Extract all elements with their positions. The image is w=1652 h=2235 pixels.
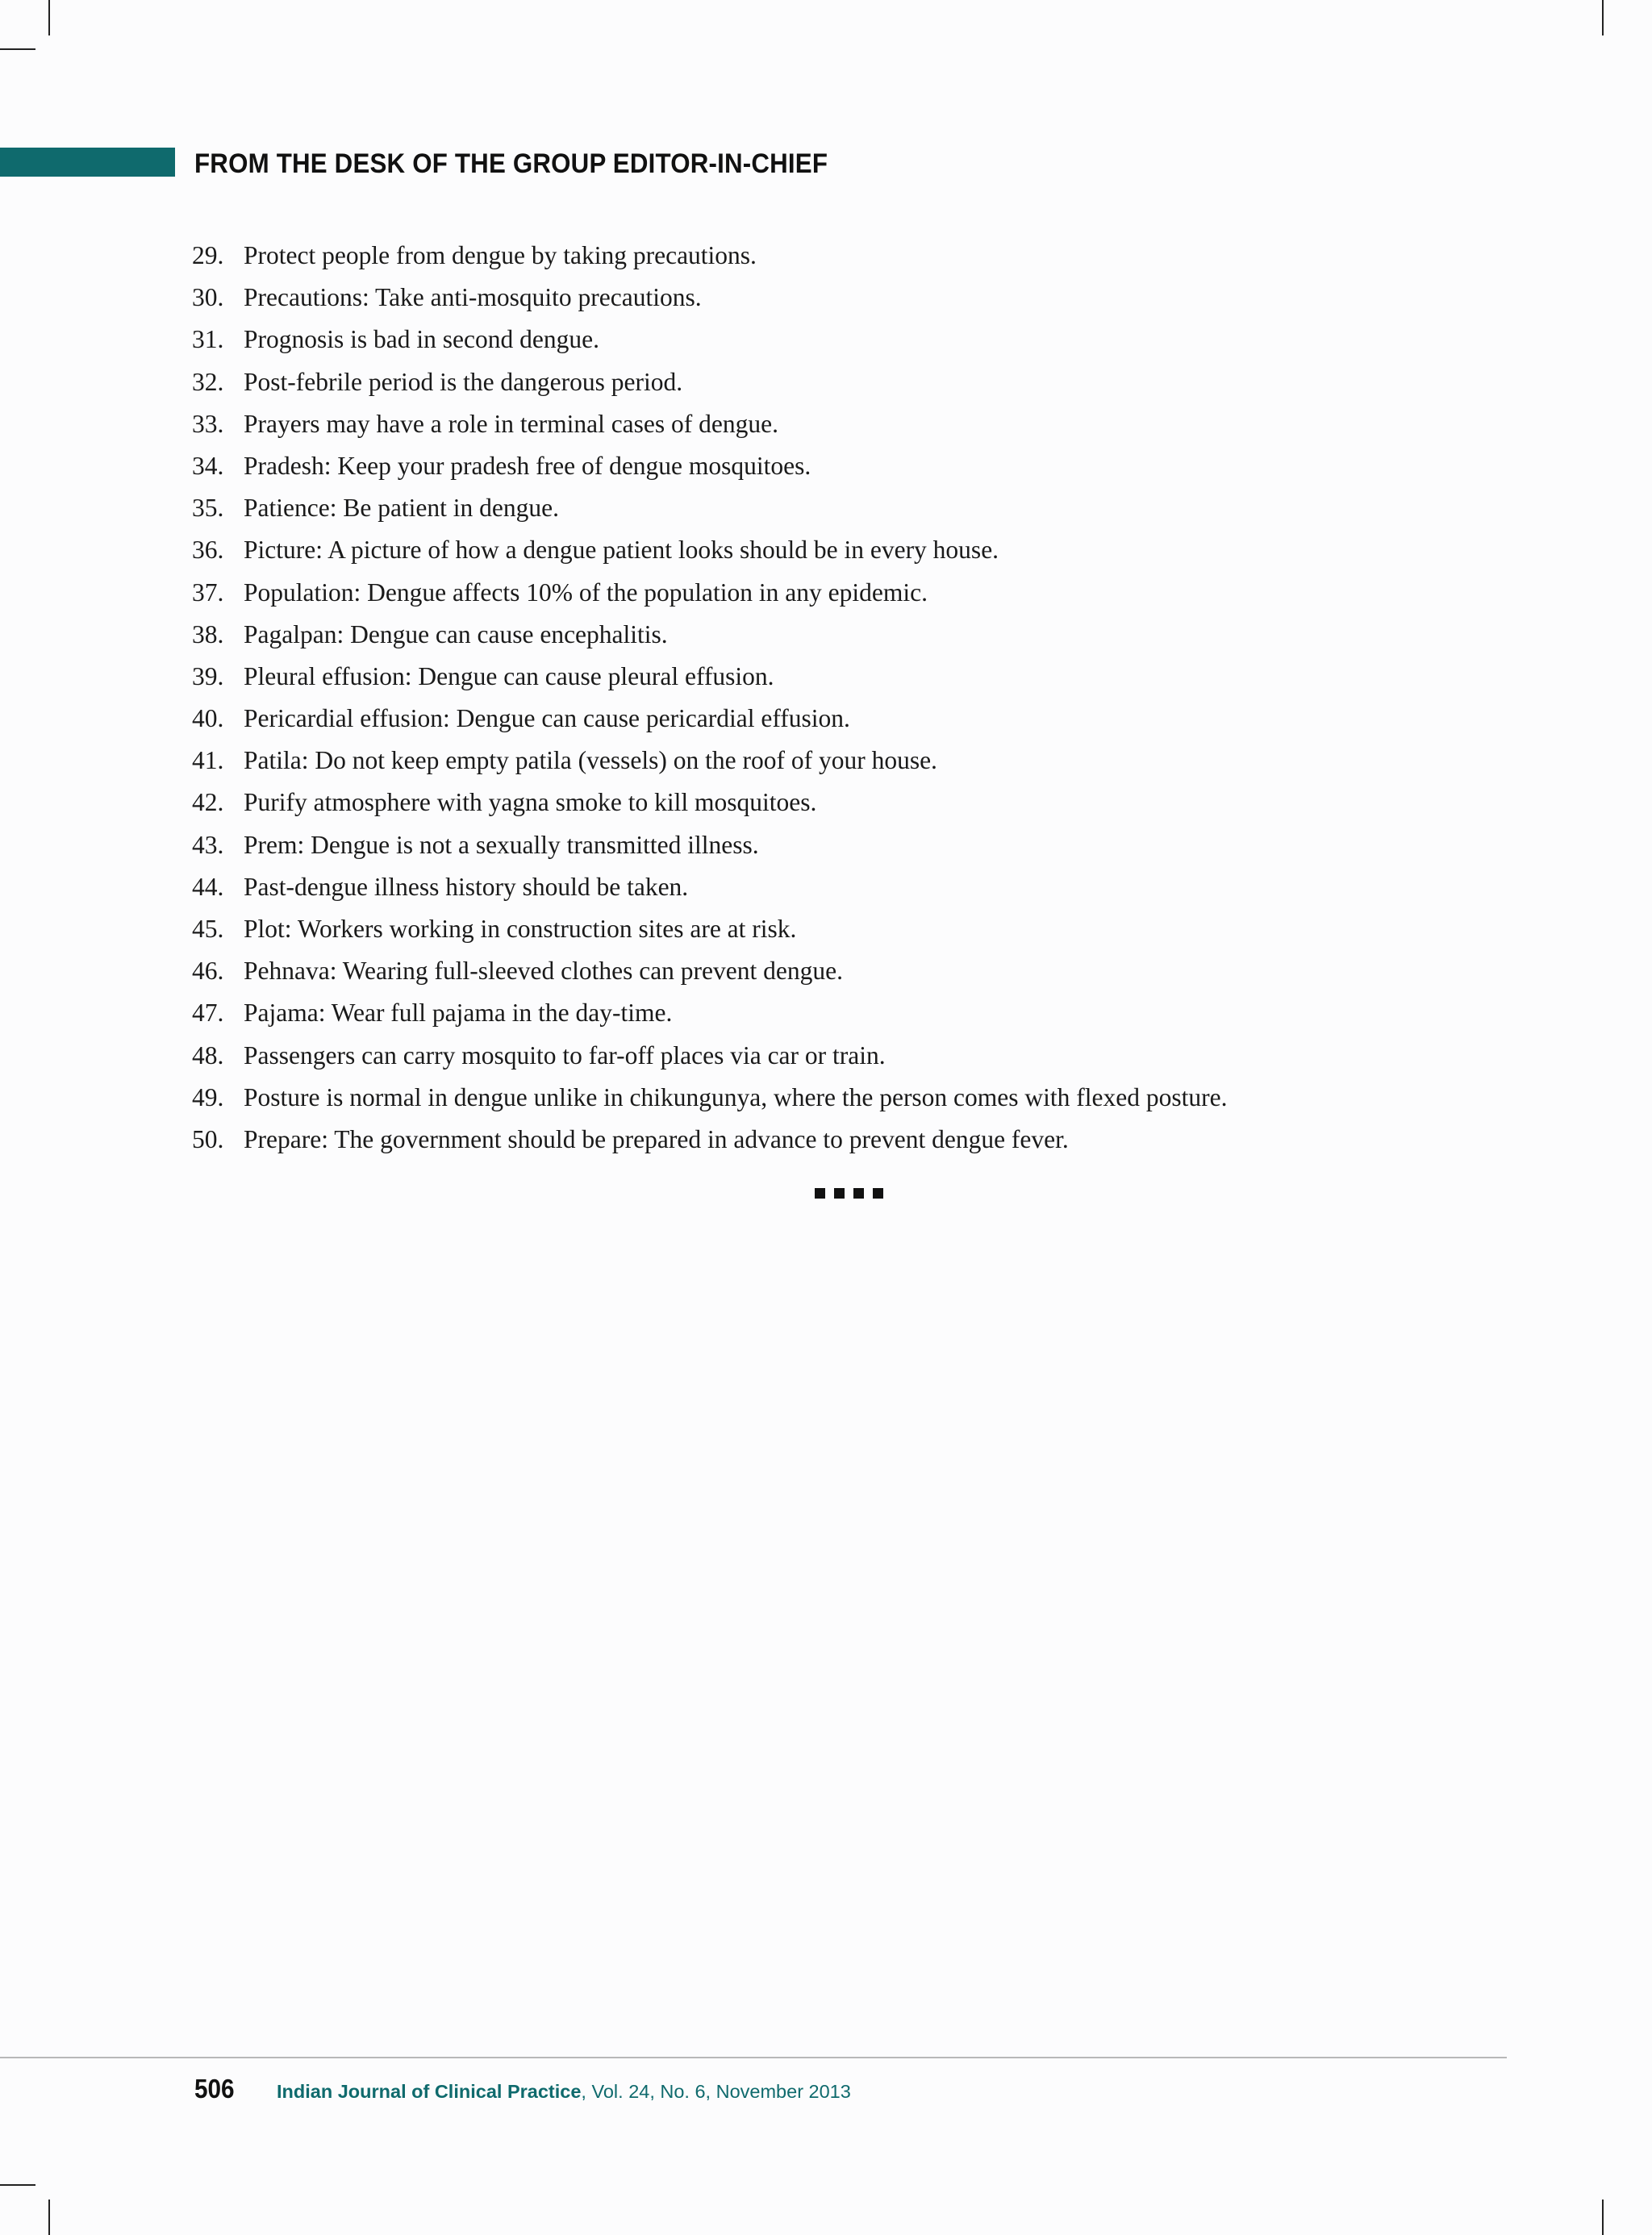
- list-item: [192, 866, 1227, 908]
- list-item-text: Prepare: The government should be prepared in advance to prevent dengue fever.: [244, 1124, 1069, 1153]
- list-item: [192, 487, 1227, 529]
- numbered-list: [192, 235, 1227, 1161]
- list-item-number: 45.: [192, 915, 224, 943]
- end-mark-square: [834, 1188, 845, 1199]
- crop-mark: [48, 2200, 50, 2235]
- list-item-number: 36.: [192, 536, 224, 565]
- list-item-text: Prayers may have a role in terminal cases of dengue.: [244, 409, 778, 438]
- list-item-number: 29.: [192, 241, 224, 269]
- page-footer: [194, 2073, 851, 2105]
- end-mark-square: [853, 1188, 864, 1199]
- list-item-number: 38.: [192, 619, 224, 648]
- list-item-text: Patience: Be patient in dengue.: [244, 494, 559, 523]
- list-item-number: 49.: [192, 1082, 224, 1111]
- list-item-text: Pleural effusion: Dengue can cause pleural effusion.: [244, 661, 774, 690]
- issue-info: , Vol. 24, No. 6, November 2013: [581, 2081, 851, 2102]
- list-item: [192, 614, 1227, 656]
- list-item-number: 46.: [192, 957, 224, 986]
- list-item-text: Prognosis is bad in second dengue.: [244, 325, 599, 354]
- list-item-number: 33.: [192, 409, 224, 438]
- crop-mark: [0, 48, 35, 50]
- list-item-text: Pagalpan: Dengue can cause encephalitis.: [244, 619, 668, 648]
- list-item-number: 35.: [192, 494, 224, 523]
- list-item-number: 34.: [192, 451, 224, 480]
- list-item: [192, 782, 1227, 824]
- list-item: [192, 950, 1227, 992]
- end-mark-square: [873, 1188, 883, 1199]
- crop-mark: [1602, 0, 1604, 35]
- page-number: 506: [194, 2074, 235, 2104]
- crop-mark: [0, 2184, 35, 2186]
- list-item-text: Picture: A picture of how a dengue patient looks should be in every house.: [244, 536, 999, 565]
- list-item: [192, 277, 1227, 319]
- list-item-text: Protect people from dengue by taking precautions.: [244, 241, 757, 269]
- list-item-text: Plot: Workers working in construction sites are at risk.: [244, 915, 797, 943]
- list-item: [192, 1035, 1227, 1077]
- list-item-number: 32.: [192, 367, 224, 396]
- list-item-number: 42.: [192, 788, 224, 817]
- list-item: [192, 529, 1227, 571]
- list-item-number: 44.: [192, 872, 224, 901]
- list-item-number: 47.: [192, 999, 224, 1028]
- list-item-text: Prem: Dengue is not a sexually transmitted illness.: [244, 830, 759, 859]
- list-item-text: Precautions: Take anti-mosquito precautions.: [244, 283, 702, 312]
- list-item-number: 30.: [192, 283, 224, 312]
- end-mark-square: [815, 1188, 825, 1199]
- footer-rule: [0, 2057, 1507, 2058]
- list-item: [192, 908, 1227, 950]
- header-accent-bar: [0, 148, 175, 177]
- list-item-text: Past-dengue illness history should be taken.: [244, 872, 689, 901]
- list-item: [192, 572, 1227, 614]
- list-item: [192, 1119, 1227, 1161]
- list-item: [192, 1077, 1227, 1119]
- list-item: [192, 656, 1227, 698]
- list-item: [192, 824, 1227, 866]
- list-item-number: 31.: [192, 325, 224, 354]
- list-item-text: Posture is normal in dengue unlike in chikungunya, where the person comes with flexed posture.: [244, 1082, 1228, 1111]
- list-item-number: 43.: [192, 830, 224, 859]
- journal-name: Indian Journal of Clinical Practice: [277, 2081, 582, 2102]
- list-item-text: Patila: Do not keep empty patila (vessels) on the roof of your house.: [244, 746, 937, 775]
- list-item-number: 48.: [192, 1040, 224, 1070]
- list-item: [192, 698, 1227, 740]
- list-item-number: 41.: [192, 746, 224, 775]
- list-item: [192, 740, 1227, 782]
- list-item: [192, 992, 1227, 1034]
- list-item-number: 50.: [192, 1124, 224, 1153]
- list-item-text: Post-febrile period is the dangerous period.: [244, 367, 683, 396]
- list-item-number: 39.: [192, 661, 224, 690]
- crop-mark: [48, 0, 50, 35]
- list-item-text: Population: Dengue affects 10% of the population in any epidemic.: [244, 578, 928, 607]
- list-item-text: Passengers can carry mosquito to far-off places via car or train.: [244, 1040, 886, 1070]
- list-item-text: Pajama: Wear full pajama in the day-time.: [244, 999, 673, 1028]
- list-item-text: Pradesh: Keep your pradesh free of dengue mosquitoes.: [244, 451, 811, 480]
- list-item: [192, 445, 1227, 487]
- list-item: [192, 235, 1227, 277]
- list-item-number: 40.: [192, 704, 224, 733]
- crop-mark: [1602, 2200, 1604, 2235]
- list-item: [192, 361, 1227, 403]
- list-item: [192, 403, 1227, 445]
- list-item-text: Purify atmosphere with yagna smoke to kill mosquitoes.: [244, 788, 817, 817]
- section-heading: FROM THE DESK OF THE GROUP EDITOR-IN-CHIEF: [194, 148, 828, 179]
- list-item-text: Pericardial effusion: Dengue can cause pericardial effusion.: [244, 704, 850, 733]
- end-of-article-marks: [815, 1188, 883, 1199]
- list-item-number: 37.: [192, 578, 224, 607]
- list-item: [192, 319, 1227, 361]
- list-item-text: Pehnava: Wearing full-sleeved clothes can prevent dengue.: [244, 957, 843, 986]
